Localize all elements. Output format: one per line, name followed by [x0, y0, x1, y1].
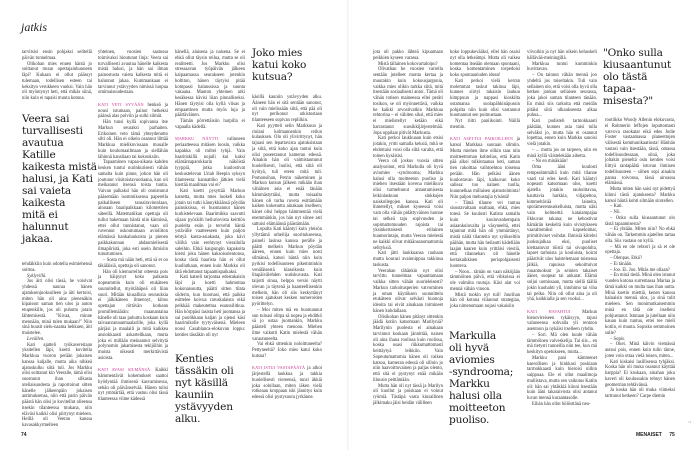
quote-line: Veera sai [22, 113, 70, 125]
paragraph [98, 50, 168, 96]
paragraph-text: Mutta miten hän saisi nyt pidettyä kiinni tästä ajatuksesta? Markku katsoi häntä kohti silmään sirotellen. [605, 187, 675, 204]
quote-line: -syndrooma; [449, 366, 514, 378]
paragraph [175, 119, 245, 131]
quote-line: tapaa- [603, 83, 636, 95]
quote-line: alku. [175, 413, 201, 425]
spine-divider [347, 0, 349, 450]
paragraph [450, 270, 520, 293]
paragraph-text: henkeä ja nousi istumaan, painoi hetkeksi päänsä alas polviin ja sulki silmät. [98, 102, 169, 120]
quote-line: olo tästä [603, 71, 648, 83]
paragraph-text: – Kati. [610, 204, 623, 210]
paragraph [252, 95, 322, 124]
paragraph [527, 402, 597, 408]
quote-line: avautua [22, 137, 64, 149]
quote-line: tässäkin oli [175, 365, 234, 377]
paragraph-text: – Nii. [610, 210, 621, 215]
paragraph [252, 342, 322, 359]
paragraph-text: Kaikki hämmentävät kokemukset saattoi hyödyntää ihmisenä kasvamisessa, sehän oli päivänselvää. Hänen tulisi nyt ymmärtää, että vastuu olisi tässä tilanteessa viime kädessä [98, 368, 168, 402]
paragraph [605, 273, 675, 336]
paragraph-text: Lopulta Kati kääntyi kuin yleisön yllyttämä urheilija suoritukseensa, paineli lasinsa kanssa perälle ja päätti melkein Markun pöydän ääreen, ennen kuin mies nosti silmänsä, katsoi häntä niin kuin pyrkisi todellisuuteen pikemminkin venäläisestä klassikosta kuin iltapäivälehden uutiskuvasta. Kati taijotti sinua, helppo versio näytti olevan ja täytenä ja haasteellisenkin melkein, hän oli siis keskyttänyt toisen ajatukset kesken numeroiden pyörittelyn. [252, 227, 322, 307]
paragraph [22, 262, 92, 274]
paragraph-text: Kati ajatteli työkavereitaan yksitellen läpi, koetti kuvitella Markkua vuoron perään jokaisen kanssa kaljalle, mutta aika nihkeä ajatuskulku siitä tuli. Jos Markku olisi soittanut kin Veeralle, tämä olisi suostunut ihan silkasta uteliaisuudesta ja raportoinut sitten hänelle jälkeenpäin jokaisen antimuksensa, niin että parin päivän päästä hän olisi jo kuvitellut olleensa itsekin tilanteessa mukana, niin eläväsi kaikki olisi piirtynyt mieleen. Heillä oli Veeran kanssa kavasakkyrmelleen [22, 342, 92, 428]
paragraph-text: – Mä en ole rehtori ja sä et ole opettaja. [605, 244, 675, 256]
article-column [605, 118, 675, 424]
paragraph [450, 136, 520, 200]
quote-line: kutsua? [252, 71, 293, 83]
paragraph-text: Hän oli kiemurrellut otteesta pois ja häipynyt koko paikasta nopeammin kuin oli etukäteen suunnitellut, myötähäpeä oli liian suuri. Mitään kiusallisia seurauksia ei jälkikäteen ilmennyt, kiitos opettajan röttävän korkean promillemäärän: maanantaina hänelle oli taas puhuttu koskaan kuin taivaanrannanmaalarille, joka kyllä pärjäsi ja maalaili ja mitä kaikkea ansiokkaasti askartelikaan, mutta joka ei millään meinannut selvitytä polynomin jakamisesta tekijöihin ja muista oikeasti merkittävistä asioista. [98, 269, 168, 361]
paragraph [22, 50, 92, 62]
section-label: jatkis [21, 20, 47, 34]
paragraph [450, 79, 520, 119]
paragraph [527, 62, 597, 74]
paragraph-text: tarvitsisi ensin pohjaksi selitellä päivän tunnelmaa. [22, 50, 92, 61]
paragraph-text: ja alkoi järjestellä laukkua ja takkia huolellisesti viereensä, tunsi äkkiä joka solullaan, miten iäken vielä rotkeaan kroppaan iski jännitys kuin edessä olisi pystysuora jyrkänne. [252, 366, 322, 400]
paragraph [22, 62, 92, 102]
paragraph [450, 119, 520, 131]
continue-arrow-icon: ›› [688, 420, 692, 425]
paragraph-text: Kati perkoi vielä kerran molemmat taskut takinsa läpi, kunnes siirtyi takaisin laukun kimppuun ja nappasi kioskilta ostamansa suolapähkinäpussin pohjalta niin kuin olisi vastannut huomannut sen poimustaan. [450, 78, 520, 119]
paragraph-text: – Ei yhtään. Miten niin? No ehkä vähän on. Tarkemmin ajatellen tartaa olla. Siis vastaus on kyllä. [605, 227, 675, 244]
pull-quote-kenties [175, 353, 234, 425]
paragraph [175, 275, 245, 338]
paragraph-lead-in: KATI HAVAHTUI [527, 308, 571, 314]
paragraph-text: Jos äiti olisi tässä, he voisivat yhdessä nauraa hänen ajatuksenjuoksulleen ja äiti kertoisi, miten hän oli aina pienenäkin kipaissut saman tien ulos ja auton etupenkille, jos oli puhuttu jotain lähtemisestä. "Kivaa, minne mennään, minä tulen mukaan!" Niin sinä huusit sielu-naama hehkuen, äiti muistelee. [22, 279, 92, 336]
paragraph [527, 148, 597, 160]
paragraph-text: käsillä kauniin ystävyyden alku. Ääneen hän ei sitä sentään sanonut, oli vain mielissään siitä, että pää oli nyt perikonut arkistostaan tilanteeseen sopivan repliikin. [252, 95, 322, 123]
paragraph-text: Levällen. [27, 336, 45, 342]
paragraph [252, 365, 322, 401]
quote-line: moitteeton [449, 402, 506, 414]
magazine-brand: MENAISET [636, 432, 662, 438]
paragraph-text: Olikohan mies ennen häntä jo soittanut muun opettajainhuoneen läpi? Kukaan ei ollut päässyt tulemaan, todellisen esteen tai keksityn verukkeen vuoksi. Vain hän oli myöntynyt heti, että mikäs siinä, niin kuin ei tapaisi muuta kotona. [22, 61, 92, 101]
paragraph [450, 50, 520, 79]
quote-line: kaikesta mistä [22, 161, 97, 173]
paragraph-text: Veerahan tähänkin nyt olisi tarvittu tunnelmaa vapauttamaan vaikka sitten vähän suurieleisesti? Markun tarkoitusperien vatvominen ja oman käytöksen suunnittelu etukäteen olivat selvästi huonoja ideoita tai eivät ainakaan toimineet hänen kohdallaan. [373, 268, 443, 314]
paragraph-text: – Sosta mä nään heti, että sä et oo täkäläisiä, opettaja oli sanonut. [98, 258, 168, 269]
paragraph-text: ja katsoi Markkua suoraan silmiin. Mutta miehen ilme olikin taas niin moitteettoman kohtelias, että Katin pää alkoi tulkintaansa heti, saman tien rakoittaa vaihtoehtoa toisensa perään. Hän pelkäsi äänen kuulostavan läpi, kaikuvan koko salissa: tuo nainen tuolla, kuunnelkaa millaisen ajatustoiminta! Niin paljon mehustajia tylsästä! [450, 137, 520, 200]
paragraph-text: Kati perkoi laukkuaan kuin etsisi jotakin, yritti samalla keksiä, mitä se ehdottaisi voisi olla siltä varalta, että toinen kysäisisi. [373, 136, 443, 159]
paragraph [605, 118, 675, 187]
page-number-left: 74 [21, 432, 27, 438]
paragraph [98, 120, 168, 160]
article-column [22, 50, 92, 108]
paragraph [373, 50, 443, 62]
quote-line: halusi olla [449, 390, 502, 402]
quote-line: halunnut [22, 221, 69, 233]
article-column [22, 262, 92, 428]
paragraph [98, 160, 168, 258]
paragraph-text: Kati pudisteli tarmokkaasti päätään, kunnes asia taisi tulla selväksi jo, mutta hän ei osannut lopettaa, ennen kuin Markku sanoisi vielä jotakin. [527, 119, 597, 147]
paragraph-text: Veera oli joskus vuosia sitten analysoinut, että Markulla oli hyvä aviomies -syndrooma; Markku halusi olla moitteeton puoliso ja miehen itsestään kovena mielikuva olisi turmeltunut antautumisesta leikinlaskuun sinkkujen naiskollegojen kanssa. Kati oli ihmetellyt, mikset kyseessä voisi vain olla vähän pidättyväinen luonne tai selkeä taju sopivuuden ja sopimattomuuden rajoista tai yksinkertaisesti erilainen huumorintaju, mutta Veeran mielestä ne kaikki olivat mitäänsanomattomia selityksiä. [373, 159, 443, 251]
paragraph-text: – Sori. Mä olen kuule vähän tämmöinen vaiveskelija. Tai siis... en mä tietysti tunneilla niin tee, kun mä keskityn opetukseen, mutta... [527, 332, 597, 355]
paragraph [22, 343, 92, 429]
paragraph-text: Vai ehkä sittenkin noloittuneelta? Pettyneeltä? Joko mies katui koko kutsua? [252, 342, 322, 359]
paragraph-text: Oma ääni kuulosti rempseämmältä kuin mitä tilanne vaati tai edes kesti. Kati kääntyi nopeasti katsomaan ulos, koetti ajatella jotakin rauhoittavaa, kauttavia harkkia, viljapeltoa, kimmeltävää laineita, sporämerennuskelluista, mutta näki vain kolmeittä kataiampajaa ilkkuvan takana; ne kehostivat hämärän keskeltä kuin sivistykseen vaaraltomiksi kapseloimat, primitiiviset voihdat. Ihmisiä kiirehti juoksujalkaa eksi, puoliset kiettaatuvat töistä tai sivupolulta, lapset tarhoista ja kouluista, koirat päästivät ulos haistelemaan toistensa jälkiä, rapuissa sekoittuivat ruuantuoksut ja seinien takaiset äänet, suopeat tai ankarat. Elämä soljui uomissaan, mutta siellä täällä jokin kuohahti yli, intohimo tai viha tai pelko. Niin oli ollut aina ja oli yhä, kaikkialla ja sen vuoksi... [527, 165, 597, 303]
paragraph-text: Markun hienovireiseen rykäisyyn, tajusi valuneensa sohvalla yli rentoon asentoon ja nykäisi itselleen ryhdin. [527, 309, 598, 332]
paragraph-text: – Moi miten mä en huomannut sun tuloasi olitpa sä nopea ja ehditkö sä jo ostaa juomankin, Markku päästeli yhteen menoon. Miehen ilme vaikutti Katin mielestä vähän varautuneelta. [252, 307, 322, 342]
paragraph [527, 165, 597, 303]
paragraph [605, 216, 675, 228]
paragraph [605, 187, 675, 204]
paragraph [98, 270, 168, 362]
quote-line: katui koko [252, 59, 307, 71]
quote-line: ystävyyden [175, 401, 233, 413]
paragraph [605, 342, 675, 359]
paragraph-text: – Joo. Ei. Joo. Mitäs me ollaan? [610, 267, 671, 273]
paragraph-text: Markkua tuntui kumminkin huvittavan. [527, 61, 597, 73]
paragraph-text: – En minä tiedä. Minä olen istunut vuoden kotona surremassa Mariaa ja tämä kaikki on multa taas ihan uutta. Minä koetin miettiä, kenen kanssa haluaisin mennä ulos, ja sinä tulit mieleen. Sen monimutkaisemmin minä en tätä ole itselleni pohjustanut. Istutaan ja jutellaan niin kauan kuin tuntuu, ettei tee mieli kotiin, ei muuta. Sopisko semmoinen sulle? [605, 273, 675, 336]
paragraph-lead-in: MARKKU NÄYTTI [175, 136, 219, 142]
paragraph-text: Mutta hän oli nyt tässä ja Marilyn oli kuollut ja poiskaan ei voinut ryömiä. Tästäpä vasta kiusallinen jälkimaku jäisi heidän välilleen [373, 383, 443, 406]
quote-line: puoliso. [449, 414, 490, 426]
paragraph [373, 67, 443, 136]
paragraph-text: Kati jätti laukkuansa rauhaan mutta kourasi avainnippua takkinsa taskusta. [373, 251, 443, 268]
pull-quote-onko [603, 47, 671, 107]
quote-line: kiusaantunut [603, 59, 672, 71]
paragraph-text: Eihän hän ollut hölösttänä neu- [532, 401, 591, 407]
quote-line: kaikesta [22, 197, 66, 209]
pull-quote-veera [22, 113, 97, 245]
paragraph-text: Kati kiskaisi lasillisensa tyhjäksi. Koska hän oli muka osannut käyttää harppia? Ei koskaan, ainahan joku kaveri oli koulussakin tehnyt hänen geometrian tehtävänsä. [605, 359, 675, 388]
quote-line: Markulla [449, 330, 496, 342]
paragraph-text: Kati katseli tarjontaa edestakaisin läpi ja koetti hahmottaa kokonaisuutta, päätti sitten tilata siiderin, kun huomasi, että paikka esittelee koivua raruskalaista eikä pelkkää makeutettua esanssilitkua. Hän hörppäsi lasista heti juomansa ja sai puolikkaan kaljan ja ojensi käsi baarimikolle tyytyväisenä. Mieleen nousi Casablanca-elokuvan loppu: kenties tässäkin oli nyt [175, 275, 245, 338]
paragraph-text: Mistä tällainen kokovartaloipu? [378, 61, 438, 67]
paragraph [373, 159, 443, 251]
paragraph [175, 50, 245, 119]
paragraph [527, 50, 597, 62]
paragraph [373, 251, 443, 268]
quote-line: halusi, ja Kati [22, 173, 93, 185]
paragraph-text: – Onko sulla kiusaantunut olo tästä tapaamisesta? [605, 215, 675, 227]
paragraph-text: Olivathan he vuosien varrella sentään jutelleet monta kertaa ja muutakin kuin kokousjargonia, vaikka mies olikin tarkka siitä, mitä itsestään sosiaalisesti antoi. Tämä oli vähän totisen maineessa ellei peräti tosikon, se oli myönnettävä, vaikka he kaikki arvostivatkin Markkua rehtorina – ei vähiten siksi, että mies ei mielistellyt ketään eikä harrastanut suosikkijärjestelmää. Jopa oppilaat pitivät Markusta. [373, 67, 443, 136]
quote-line: kauniin [175, 389, 214, 401]
paragraph [98, 367, 168, 403]
paragraph [175, 189, 245, 275]
paragraph-text: Nyt riitti paniikointi. Näillä mentiin. [450, 119, 520, 130]
paragraph-text: Markku pani kämmenet kaerollisen ja hinkkasi poskiaan tarmokkaasti kuin hieroisi niihin saippuaa. Ele ei ollut maailmoja mullistava, mutta sen vaikutus Katiin oli: hän sai yhtäkkiä kiinni itsestään kuin ääni takaraivosta olisi antanut luvan mennä kuraantasolle. [527, 355, 597, 401]
paragraph-text: – Sopis. [610, 336, 626, 342]
paragraph-text: Syklyvillä. [27, 273, 47, 279]
paragraph-text: – Okei. Minä käivin viemässä autosi pois, ennen kuin tulin tänne, joten voin ottaa vielä toisen, miten... [605, 342, 675, 359]
paragraph [605, 360, 675, 389]
paragraph [527, 333, 597, 356]
paragraph-text: – On tainnut vähän mennä joo yhdeltä jos toiseltakin. Tuli vain sellainen olo, että voisi olla hyvä olla hetken jonkun sellaisen seurassa, joka jakoi saman tilanteen tänään. En minä siis tarkoita että meidän pitäisi siitä ulkaukseesta alkaa puhua... [527, 73, 597, 119]
paragraph-text: valinneen periaatteessa mitäsen loosin, vaikka kapakka oli miltei tyhjä. Vain baaritiskillä nojaili kui kaksi elämäntaparokkarin näköistä tyyppiä, jotka kuulostivat keskustelevan Uriah Heepin syksyn tilanteesta: kannattiko jätkien vielä kiertää maailmaa vai ei? [175, 137, 245, 189]
paragraph-text: yhteinen, vuosien saatossa toimivaksi hioutunut linja: Veera sai turvallisesti avautua hänelle kaikesta mistä halusi, ja hän sai ilman painostusta vaieta kaikesta mitä ei halunnut jakaa. Kummankaan ei tarvinnut ystävyyden nimissä luopua omimaisuudestaan. [98, 50, 168, 96]
quote-line: Joko mies [252, 47, 303, 59]
paragraph [252, 124, 322, 228]
paragraph-text: – Ei tänään. [610, 261, 633, 267]
paragraph-text: – Nooo... tämän on vaan näköjään tämmöinen päivä, että vihkoissa ei ole valmiita ruutuja. Käsi alat voi mennä vähän vinoon. [450, 269, 520, 292]
article-column [175, 50, 245, 350]
quote-line: Katille [22, 149, 56, 161]
quote-line: aviomies [449, 354, 495, 366]
article-column [252, 95, 322, 400]
paragraph [252, 227, 322, 308]
paragraph [605, 388, 675, 400]
paragraph [373, 384, 443, 407]
quote-line: oli hyvä [449, 342, 490, 354]
quote-line: Kenties [175, 353, 214, 365]
paragraph [373, 136, 443, 159]
paragraph [22, 279, 92, 337]
article-column [450, 50, 520, 309]
paragraph [373, 269, 443, 315]
quote-line: Markku [449, 378, 490, 390]
quote-line: "Onko sulla [603, 47, 663, 59]
paragraph-text: – ... mutta jos on tarpeen, niin en minä kyllä väistelekään aihetta. [527, 147, 597, 159]
paragraph [450, 201, 520, 270]
paragraph-text: koko loppukevääksi, ellei hän osaisi nyt olla letkeämpi. Mutta oli vaikea komentaa itseään olemaan spontaani, koska komentaminen torpedoisi koko spontaaniuden idean! [450, 50, 520, 78]
paragraph [175, 136, 245, 189]
quote-line: mitä ei [22, 209, 58, 221]
quote-line: misesta?" [603, 95, 653, 107]
paragraph-text: Hän tunsi kyllä sopivansa itse Markun seuraksi parhaiten. Erikoinen veto tämä yhteydenotto silti oli. Hän ei oikein osannut liittää Markkua mielikuvissaan muualle kuin koulumaailmaan ja siellähän lähinnä kansliaan tai kokouksiin. [98, 120, 168, 160]
paragraph-lead-in: KATI ISTUI VASTAPÄÄTÄ [252, 365, 306, 371]
page-number-right: 75 [669, 432, 675, 438]
paragraph [450, 293, 520, 310]
paragraph-lead-in: KATI AVASI SILMÄNSÄ. [98, 367, 152, 373]
paragraph-text: jota oli pakko lähteä kipuamaan peikkien kyseen varassa. [373, 50, 443, 61]
paragraph-text: tehdäkkiin kuin odotella esimiehensä soittoa. [22, 262, 92, 273]
paragraph-text: viivoihin ja nyt hän oikein kehuskeli hällävää-meiningillä. [527, 50, 597, 61]
paragraph-text: rootiikko Woody Allenin elokuvasta, ei Rohmerin leffojen loputtomasti vatvova rasokatar eikä edes Jodie Foster vastaamassa planeettojen välisestä kommunikaatiosta! Hänhän vastasi vain itsestään, tässä, omassa todellisuudessaan, siinä, joka joltakin pieneltä osin kenties voisi liittyä rantapäätä istuvan ihmisen todellisuuteen – siihen sopi ainakin panna toivonsa, tässä airoassa elämässä. [605, 118, 675, 187]
quote-line: sai vaieta [22, 185, 72, 197]
paragraph-text: – Olenpas. Etkö? [610, 256, 643, 261]
paragraph [605, 227, 675, 244]
quote-line: nyt käsillä [175, 377, 228, 389]
paragraph [527, 73, 597, 119]
article-column [527, 50, 597, 424]
paragraph-text: Mistä tuokin nyt tuli! Juurihan hän oli kotona viilannut strategiaa, joka nimenomaan nojasi vakaisiin [450, 292, 520, 309]
paragraph [527, 356, 597, 402]
paragraph-text: – No en minäkään! [532, 159, 568, 165]
article-column [98, 50, 168, 424]
paragraph [527, 309, 597, 333]
paragraph-text: Ja koska hän oli muka viimeksi tarttunut hetkeen? Carpe diemin [605, 388, 675, 399]
paragraph-lead-in: KATI ASETTUI PAIKOILLEEN [450, 136, 514, 142]
paragraph [98, 258, 168, 270]
paragraph-text: Tämän pörrettäisiin harpilla ei vapaalla kädellä. [175, 119, 245, 130]
paragraph [373, 315, 443, 384]
paragraph-text: Kati pyytteli selin Markkuun ja riolani kolmannenkin reilun kulauksen. Olo oli ylivirittynyt, hän tajuasi sen lepattavista ajatuksistaan ja siitä, että koko ajan tuntui kuin olisi poseerannut kameran edessä. Ainakin hän oli valmistautunut huolellisesti, luulisi, että siitä oli hyötyä, tuli eteen mitä tuli. Pomonsihan, Petrin näkeminen ja Markun kutsun jälkeen mikään ihan vähäinen asia ei enää tänään hämmästyttäisi, mutta toisaalta hänen oli turha ruveta esittämään kaiken kokenutta ainakaan itselleen; hänet olisi helppo hämmentää vielä enemmänkin, jos hän nyt siinee asti sattuisi elämäänsä päästämään. [252, 123, 322, 227]
paragraph-text: Kati koetti pysyttää Markun katsetta, mutta mies luokeli koko jotain tai tutki kännykkäänsä pöydän painuksissa, ei huomannut hänen kurkistelevaan. Baarimikko saavutti sijaan pyöräilti heiluriovista keittiön puolelta esiin ja tervehti häntä ystävälle vaatteeseen kuin paljon tehtyä kanta-asiakasta, joka kävi väliltä vain erehtynyt vierailulla saleihin. Ehkä kaupungin kapakoita kiersi joku hänen kaksoisolentonsa, koska tästä baarista hän ei ollut kuullutkaan, ennen kuin Markku oli tätä ehdottanut tapaamispaikaksi. [175, 189, 245, 275]
paragraph-lead-in: KATI VETI SYVÄÄN [98, 101, 144, 107]
paragraph [605, 245, 675, 257]
paragraph [527, 119, 597, 148]
page-footer-right [636, 432, 675, 438]
paragraph [252, 308, 322, 343]
subheading-joko-mies [252, 47, 306, 83]
paragraph-text: Tapaaminen vapaa-aikana kahden kesken tuntui nurinkurisesti vähän samalta kuin pinne, johon hän oli joutunut viisitoistavuotiaana, kun oli meikannut itsensä toista tuntia. Vaivan palkaksi hän oli onnistunut pääsemään isommiksensa paperella paikalliseen tanssiravintolaan, ainoaan baaripaikkaan kilometrien säteellä. Matematiikan opettaja oli tullut hakemaan häntä niin kännissä, ettei ollut tunnistanut, vaan oli ruvennut uskoutumaan avioliiton elämässä hankaluuksista ja pienen paikkakunnan ahdasmielisestä ilmapiiristä, joka esti usein ihmisiin tutustumisen. [98, 160, 168, 258]
paragraph-text: Olisikohan hänen pitänyt sittenkin jäädä kotiin katsomaan Marilyniä? Marilynin puolesta ei ainakaan tarvinnut koskaan jännittää, naisen oli aina ihana roolissa kuin roolissa, koska osasi riikkumattomasti heittäytyä leikkiin. Vain Sopeutumattomia hänen oli vaikea katsoa, kameran edessä oli silloin jo niin haavoittuvainen ja paljas olento, että sitä ei pystynyt enää mikään illuusio peittämään. [373, 314, 443, 383]
paragraph [98, 102, 168, 120]
quote-line: turvallisesti [22, 125, 83, 137]
article-column [373, 50, 443, 406]
paragraph-text: hänellä, alaisena ja naisena. Se ei ehkä ollut täysin reilua, mutta se oli realiteetti. Jos Markku olisi stressaavan työpäivän jälkeen kaipaamassa seurakseen jotenkin holtiton, hänen täytyisi pitää kompassi balanssissa ja suunta vakaana. Mauton yhteinen arki kesäkessa kävisi liian pinnalliseksi. Hänen täytyisi olla kyllä viisas ja empaattinen mutta myös luja ja päättäväinen. [175, 50, 245, 119]
quote-line: jakaa. [22, 233, 53, 245]
pull-quote-markulla [449, 330, 513, 426]
paragraph-text: – Tämä tilanne vei tuntua sisustavaltaan osaltaan, ehkä, mies totesi. Se kuulosti Katista samalla kuin kouluvanhempain asiaankuluvalta ja väsyneeltä, ettei tajunnut mitä hän oli ymmärtänyt, mistä näitä tilanteita nyt syökseltiin päähän, mutta hän heilautti kädellään laajan kaaren kuin yrittäisi viestiä, että tilannehan oli hänelle kertakaikkisen perispohjaisesti luonteva. [450, 200, 520, 269]
